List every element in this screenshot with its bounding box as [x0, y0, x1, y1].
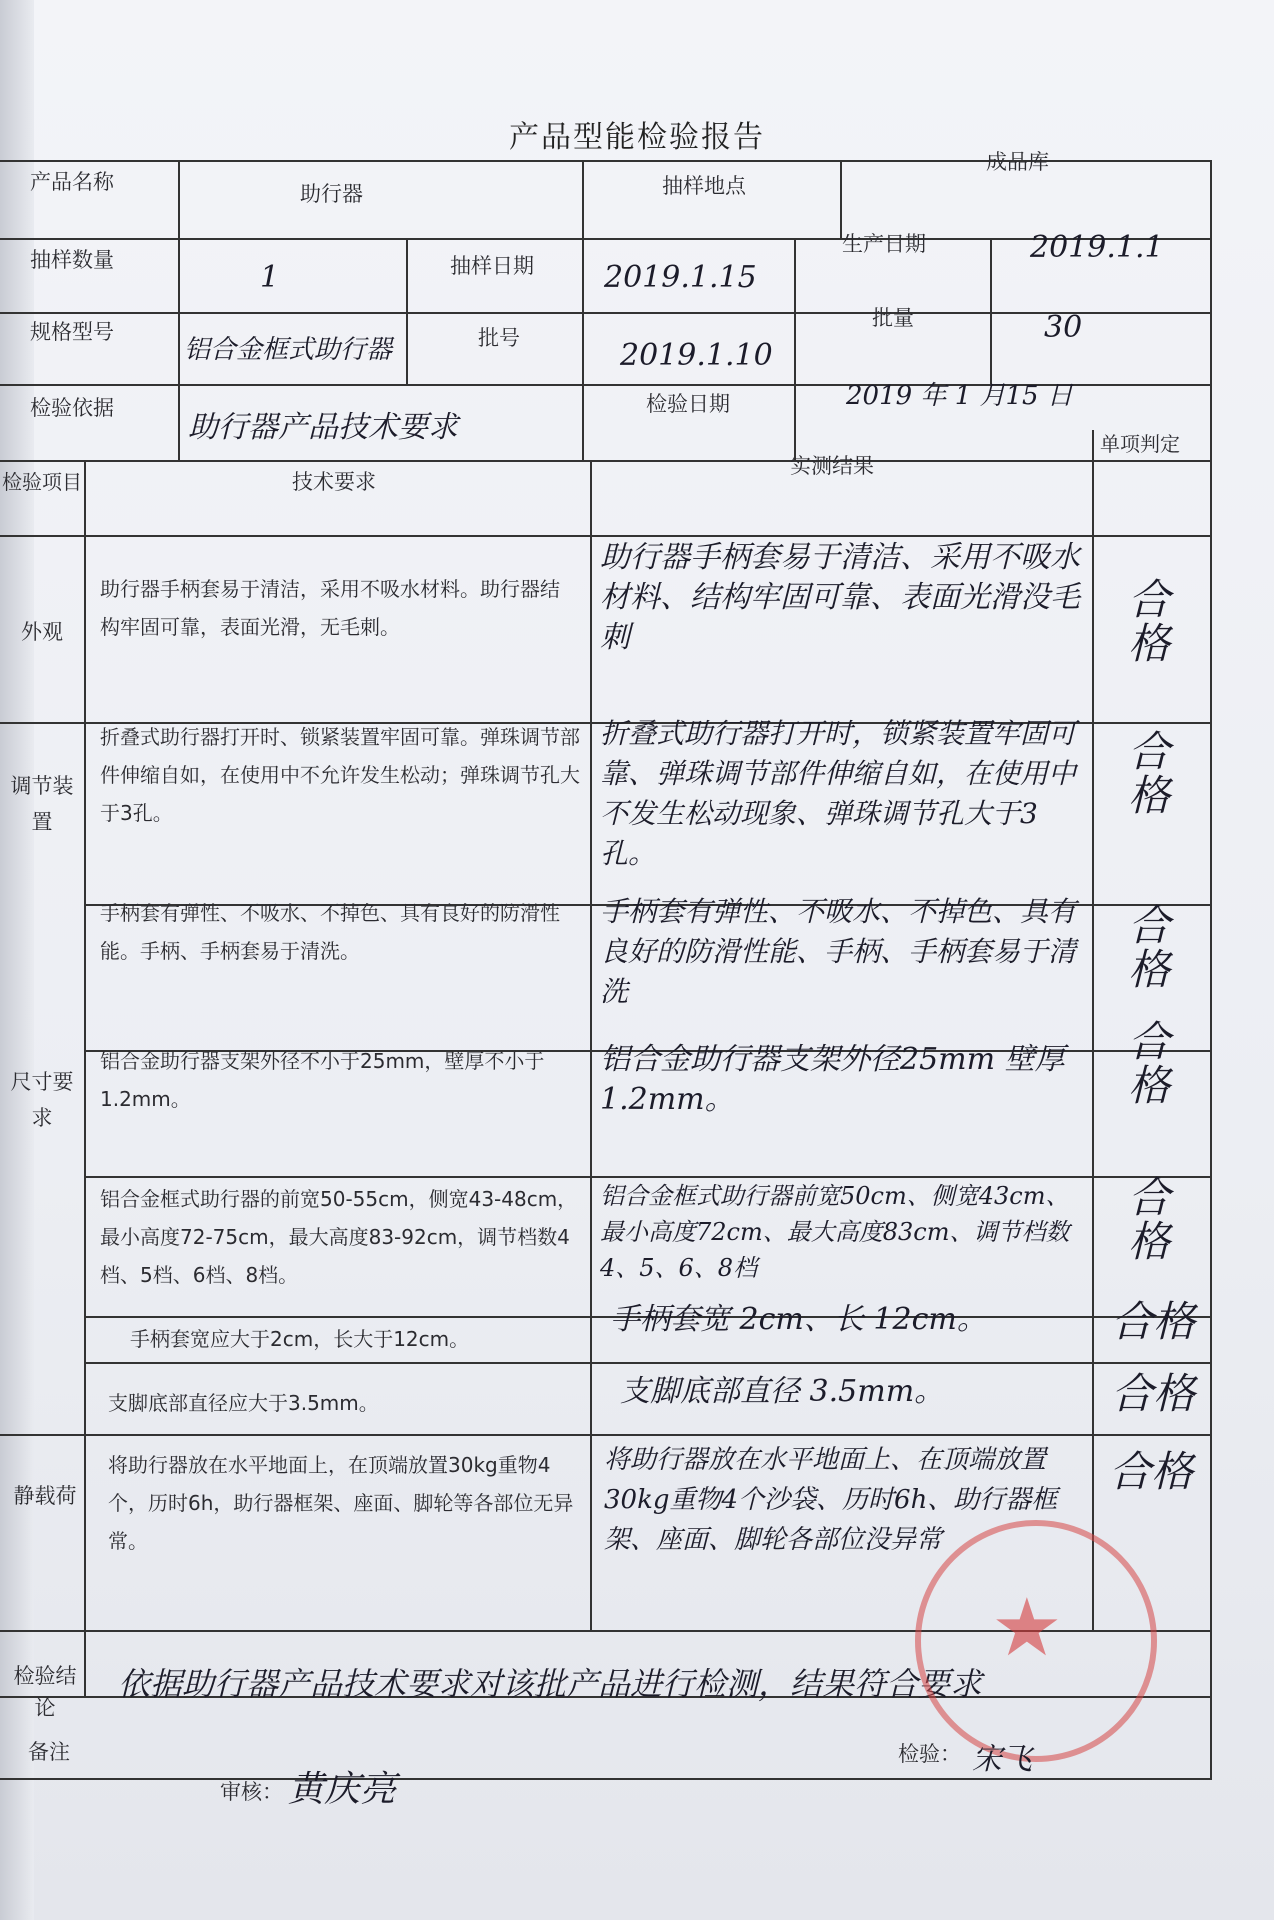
row-req: 支脚底部直径应大于3.5mm。	[108, 1391, 379, 1415]
row-item: 调节装置	[10, 774, 74, 834]
grid-line	[0, 460, 1212, 462]
reviewer-signature: 黄庆亮	[288, 1769, 397, 1810]
basis-label: 检验依据	[30, 396, 114, 420]
company-seal	[915, 1520, 1157, 1762]
test-date-label: 检验日期	[646, 392, 730, 416]
prod-date-label: 生产日期	[842, 232, 926, 256]
row-req: 助行器手柄套易于清洁，采用不吸水材料。助行器结构牢固可靠，表面光滑，无毛刺。	[100, 577, 560, 639]
grid-line	[84, 1362, 1212, 1364]
col-item-header: 检验项目	[2, 470, 82, 494]
row-item: 静载荷	[13, 1484, 77, 1508]
inspector-label: 检验：	[898, 1742, 961, 1766]
row-req: 手柄套宽应大于2cm，长大于12cm。	[130, 1327, 470, 1351]
col-result-header: 实测结果	[790, 454, 874, 478]
row-judge: 合格	[1108, 1447, 1193, 1496]
batch-size-label: 批量	[872, 306, 914, 330]
row-req: 铝合金助行器支架外径不小于25mm，壁厚不小于1.2mm。	[100, 1049, 545, 1111]
row-judge: 合格	[1127, 575, 1170, 668]
grid-line	[794, 384, 796, 460]
row-item: 尺寸要求	[10, 1070, 74, 1130]
row-result: 将助行器放在水平地面上、在顶端放置30kg重物4个沙袋、历时6h、助行器框架、座面、脚轮各部位没异常	[604, 1445, 1058, 1555]
grid-line	[406, 238, 408, 384]
grid-line	[0, 312, 1212, 314]
grid-line	[1092, 430, 1094, 1630]
test-date-value: 2019 年 1 月15 日	[846, 381, 1073, 411]
grid-line	[794, 238, 796, 384]
row-req: 折叠式助行器打开时、锁紧装置牢固可靠。弹珠调节部件伸缩自如，在使用中不允许发生松动；弹珠调节孔大于3孔。	[100, 725, 580, 825]
inspector-signature: 宋飞	[972, 1742, 1032, 1777]
row-result: 铝合金助行器支架外径25mm 壁厚1.2mm。	[600, 1042, 1065, 1117]
row-judge: 合格	[1127, 901, 1170, 994]
prod-date-value: 2019.1.1	[1030, 230, 1164, 265]
row-judge: 合格	[1127, 1017, 1170, 1110]
qty-value: 1	[260, 260, 280, 295]
sample-date-value: 2019.1.15	[604, 260, 757, 295]
col-judge-header: 单项判定	[1100, 432, 1180, 456]
grid-line	[590, 460, 592, 1630]
grid-line	[0, 1434, 1212, 1436]
model-value: 铝合金框式助行器	[184, 335, 393, 365]
row-req: 铝合金框式助行器的前宽50-55cm，侧宽43-48cm，最小高度72-75cm，最大高度83-92cm，调节档数4档、5档、6档、8档。	[100, 1187, 578, 1287]
row-req: 手柄套有弹性、不吸水、不掉色、具有良好的防滑性能。手柄、手柄套易于清洗。	[100, 901, 560, 963]
basis-value: 助行器产品技术要求	[188, 410, 458, 445]
row-judge: 合格	[1127, 727, 1170, 820]
col-req-header: 技术要求	[292, 470, 376, 494]
grid-line	[582, 160, 584, 460]
row-result: 手柄套有弹性、不吸水、不掉色、具有良好的防滑性能、手柄、手柄套易于清洗	[600, 895, 1077, 1008]
row-result: 手柄套宽 2cm、长 12cm。	[610, 1302, 987, 1337]
remark-label: 备注	[28, 1740, 70, 1764]
row-judge: 合格	[1127, 1173, 1170, 1266]
batch-no-label: 批号	[478, 326, 520, 350]
location-label: 抽样地点	[662, 174, 746, 198]
row-result: 铝合金框式助行器前宽50cm、侧宽43cm、最小高度72cm、最大高度83cm、调节档数4、5、6、8档	[600, 1182, 1070, 1282]
row-judge: 合格	[1110, 1369, 1195, 1418]
row-req: 将助行器放在水平地面上，在顶端放置30kg重物4个，历时6h，助行器框架、座面、脚轮等各部位无异常。	[108, 1453, 574, 1553]
location-value: 成品库	[986, 150, 1049, 174]
grid-line	[84, 460, 86, 1696]
reviewer-label: 审核：	[220, 1780, 283, 1804]
conclusion-label: 检验结论	[13, 1664, 77, 1720]
batch-no-value: 2019.1.10	[620, 338, 773, 373]
grid-line	[990, 238, 992, 384]
sample-date-label: 抽样日期	[450, 254, 534, 278]
grid-line	[840, 160, 842, 238]
batch-size-value: 30	[1044, 310, 1083, 345]
row-result: 折叠式助行器打开时，锁紧装置牢固可靠、弹珠调节部件伸缩自如，在使用中不发生松动现象、弹珠调节孔大于3孔。	[600, 717, 1077, 870]
product-name-value: 助行器	[300, 182, 363, 206]
grid-line	[178, 160, 180, 460]
seal-star-icon: ★	[991, 1581, 1063, 1674]
row-result: 助行器手柄套易于清洁、采用不吸水材料、结构牢固可靠、表面光滑没毛刺	[600, 540, 1080, 655]
product-name-label: 产品名称	[30, 170, 114, 194]
grid-line	[0, 722, 84, 724]
model-label: 规格型号	[30, 320, 114, 344]
row-result: 支脚底部直径 3.5mm。	[620, 1374, 945, 1409]
grid-line	[0, 535, 1212, 537]
report-title: 产品型能检验报告	[509, 120, 765, 155]
row-item: 外观	[21, 620, 63, 644]
row-judge: 合格	[1110, 1297, 1195, 1346]
conclusion-text: 依据助行器产品技术要求对该批产品进行检测，结果符合要求	[118, 1665, 983, 1703]
qty-label: 抽样数量	[30, 248, 114, 272]
